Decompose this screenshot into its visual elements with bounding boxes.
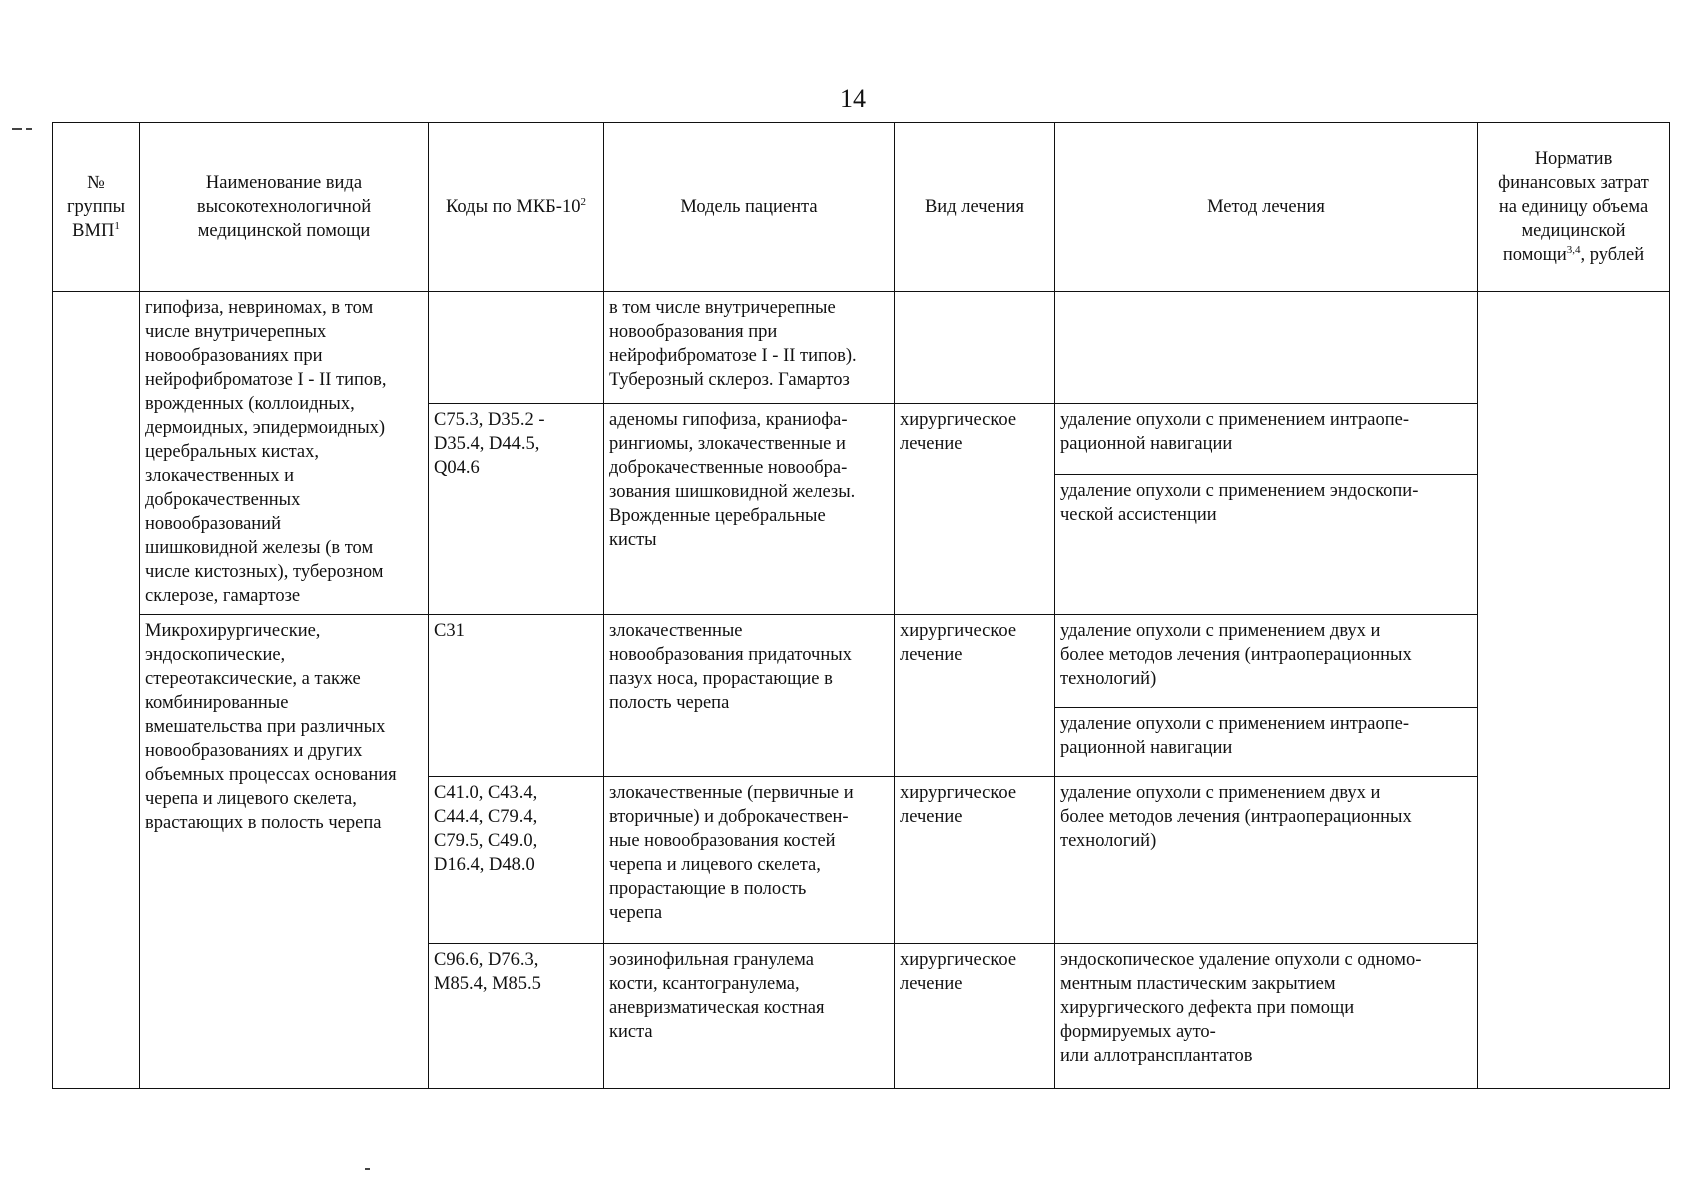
treatment-type-cell: хирургическое лечение: [895, 404, 1055, 615]
codes-cell: C31: [429, 615, 604, 777]
header-treatment-type: Вид лечения: [895, 123, 1055, 292]
scan-mark: [12, 128, 22, 130]
treatment-type-cell: [895, 292, 1055, 404]
scan-mark: [365, 1168, 370, 1170]
page-number: 14: [840, 84, 866, 113]
name-cell: гипофиза, невриномах, в том числе внутричерепных новообразованиях при нейрофиброматозе I - II типов, врожденных (коллоидных, дермоидных, эпидермоидных) церебральных кистах, злокачественных и доброкачественных новообразований шишковидной железы (в том числе кистозных), туберозном склерозе, гамартозе: [140, 292, 429, 615]
treatment-method-cell: удаление опухоли с применением двух и более методов лечения (интраоперационных технологий): [1055, 777, 1478, 944]
patient-model-cell: злокачественные (первичные и вторичные) и доброкачествен- ные новообразования костей черепа и лицевого скелета, прорастающие в полость черепа: [604, 777, 895, 944]
group-no-cell: [53, 292, 140, 1089]
treatment-method-cell: удаление опухоли с применением интраопе- рационной навигации: [1055, 708, 1478, 777]
header-row: [53, 123, 1670, 292]
patient-model-cell: эозинофильная гранулема кости, ксантогранулема, аневризматическая костная киста: [604, 944, 895, 1089]
treatment-method-cell: эндоскопическое удаление опухоли с одномо- ментным пластическим закрытием хирургического дефекта при помощи формируемых ауто- или аллотрансплантатов: [1055, 944, 1478, 1089]
patient-model-cell: в том числе внутричерепные новообразования при нейрофиброматозе I - II типов). Туберозный склероз. Гамартоз: [604, 292, 895, 404]
header-patient-model: Модель пациента: [604, 123, 895, 292]
header-cost-norm: Норматив финансовых затрат на единицу объема медицинской помощи$^{3,4}$, рублей: [1478, 123, 1670, 292]
header-codes: Коды по МКБ-$10^2$: [429, 123, 604, 292]
treatment-type-cell: хирургическое лечение: [895, 777, 1055, 944]
codes-cell: C41.0, C43.4, C44.4, C79.4, C79.5, C49.0, D16.4, D48.0: [429, 777, 604, 944]
treatment-method-cell: [1055, 292, 1478, 404]
patient-model-cell: аденомы гипофиза, краниофа- рингиомы, злокачественные и доброкачественные новообра- зования шишковидной железы. Врожденные церебральные кисты: [604, 404, 895, 615]
treatment-type-cell: хирургическое лечение: [895, 944, 1055, 1089]
name-cell: Микрохирургические, эндоскопические, стереотаксические, а также комбинированные вмешательства при различных новообразованиях и других объемных процессах основания черепа и лицевого скелета, врастающих в полость черепа: [140, 615, 429, 1089]
header-name: Наименование вида высокотехнологичной медицинской помощи: [140, 123, 429, 292]
codes-cell: C96.6, D76.3, M85.4, M85.5: [429, 944, 604, 1089]
patient-model-cell: злокачественные новообразования придаточных пазух носа, прорастающие в полость черепа: [604, 615, 895, 777]
codes-cell: C75.3, D35.2 - D35.4, D44.5, Q04.6: [429, 404, 604, 615]
header-treatment-method: Метод лечения: [1055, 123, 1478, 292]
treatment-method-cell: удаление опухоли с применением эндоскопи- ческой ассистенции: [1055, 475, 1478, 615]
treatment-type-cell: хирургическое лечение: [895, 615, 1055, 777]
table-row: [53, 292, 1670, 404]
table-row: [53, 615, 1670, 708]
codes-cell: [429, 292, 604, 404]
cost-norm-cell: [1478, 292, 1670, 1089]
scan-mark: [26, 128, 32, 130]
treatment-method-cell: удаление опухоли с применением интраопе- рационной навигации: [1055, 404, 1478, 475]
vmp-table: [52, 122, 1670, 1089]
treatment-method-cell: удаление опухоли с применением двух и более методов лечения (интраоперационных технологий): [1055, 615, 1478, 708]
header-group-no: № группы ВМП$^1$: [53, 123, 140, 292]
